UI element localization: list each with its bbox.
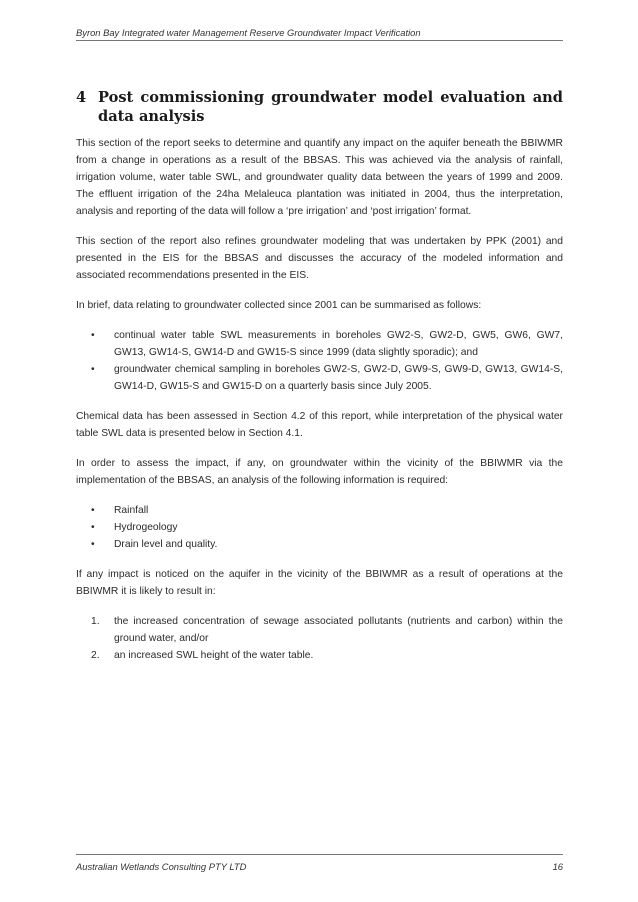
paragraph-impact: If any impact is noticed on the aquifer in the vicinity of the BBIWMR as a result of operations at the BBIWMR it is likely to result in:	[76, 569, 563, 597]
running-header: Byron Bay Integrated water Management Reserve Groundwater Impact Verification	[76, 27, 421, 38]
bullet-marker: •	[91, 522, 95, 533]
list-item-text: Rainfall	[114, 505, 149, 516]
footer-company: Australian Wetlands Consulting PTY LTD	[76, 861, 247, 872]
bullet-marker: •	[91, 539, 95, 550]
list-item-text: Drain level and quality.	[114, 539, 218, 550]
list-item-text: the increased concentration of sewage associated pollutants (nutrients and carbon) within the ground water, and/or	[114, 616, 563, 644]
impact-results-list	[76, 613, 563, 664]
list-item	[76, 647, 563, 664]
section-title: Post commissioning groundwater model evaluation and data analysis	[98, 89, 563, 125]
paragraph-intro: This section of the report seeks to determine and quantify any impact on the aquifer beneath the BBIWMR from a change in operations as a result of the BBSAS. This was achieved via the analysis of rainfall, irrigation volume, water table SWL, and groundwater quality data between the years of 1999 and 2009. The effluent irrigation of the 24ha Melaleuca plantation was initiated in 2004, thus the interpretation, analysis and reporting of the data will follow a ‘pre irrigation’ and ‘post irrigation’ format.	[76, 138, 563, 217]
page-number: 16	[552, 861, 563, 872]
list-item	[76, 519, 563, 536]
list-item-text: continual water table SWL measurements in boreholes GW2-S, GW2-D, GW5, GW6, GW7, GW13, GW14-S, GW14-D and GW15-S since 1999 (data slightly sporadic); and	[114, 330, 563, 358]
data-summary-list	[76, 327, 563, 395]
list-item	[76, 327, 563, 361]
bullet-marker: •	[91, 505, 95, 516]
section-heading	[76, 88, 563, 126]
body-text	[76, 135, 563, 677]
header-divider	[76, 40, 563, 41]
section-number: 4	[76, 89, 87, 106]
number-marker: 2.	[91, 650, 100, 661]
list-item-text: groundwater chemical sampling in boreholes GW2-S, GW2-D, GW9-S, GW9-D, GW13, GW14-S, GW14-D, GW15-S and GW15-D on a quarterly basis since July 2005.	[114, 364, 563, 392]
bullet-marker: •	[91, 330, 95, 341]
list-item	[76, 502, 563, 519]
paragraph-assessment: In order to assess the impact, if any, on groundwater within the vicinity of the BBIWMR via the implementation of the BBSAS, an analysis of the following information is required:	[76, 458, 563, 486]
list-item-text: Hydrogeology	[114, 522, 178, 533]
bullet-marker: •	[91, 364, 95, 375]
paragraph-summary-lead: In brief, data relating to groundwater collected since 2001 can be summarised as follows:	[76, 300, 482, 311]
list-item	[76, 613, 563, 647]
footer-divider	[76, 854, 563, 855]
list-item-text: an increased SWL height of the water table.	[114, 650, 314, 661]
paragraph-chemical-data: Chemical data has been assessed in Section 4.2 of this report, while interpretation of the physical water table SWL data is presented below in Section 4.1.	[76, 411, 563, 439]
number-marker: 1.	[91, 616, 100, 627]
required-info-list	[76, 502, 563, 553]
list-item	[76, 361, 563, 395]
paragraph-modeling: This section of the report also refines groundwater modeling that was undertaken by PPK (2001) and presented in the EIS for the BBSAS and discusses the accuracy of the modeled information and associated recommendations presented in the EIS.	[76, 236, 563, 281]
list-item	[76, 536, 563, 553]
